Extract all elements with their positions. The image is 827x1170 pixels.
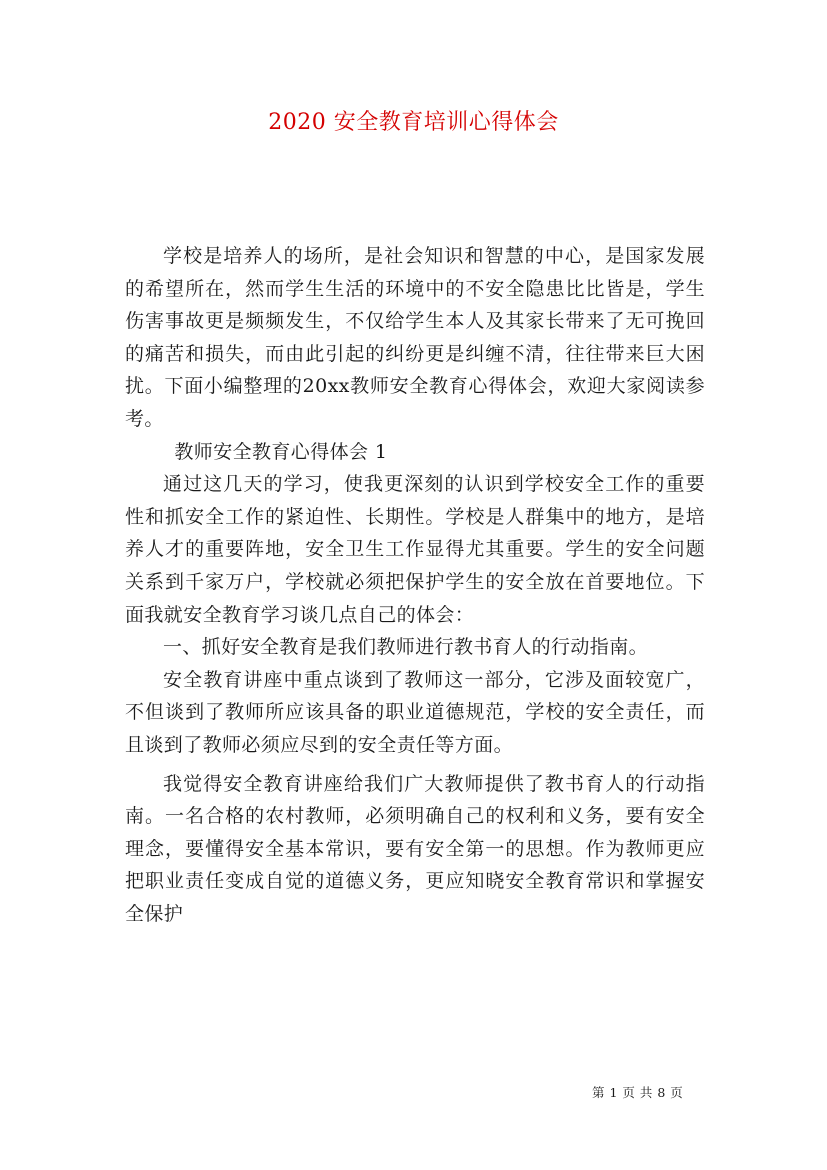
body-paragraph: 安全教育讲座中重点谈到了教师这一部分，它涉及面较宽广，不但谈到了教师所应该具备的职业道德规范，学校的安全责任，而且谈到了教师必须应尽到的安全责任等方面。 [125, 668, 705, 756]
document-body [125, 240, 705, 930]
subheading-paragraph: 一、抓好安全教育是我们教师进行教书育人的行动指南。 [163, 636, 649, 659]
document-title: 2020 安全教育培训心得体会 [268, 110, 559, 135]
page-number-footer: 第 1 页 共 8 页 [592, 1085, 684, 1100]
section-heading: 教师安全教育心得体会 1 [174, 440, 388, 463]
body-paragraph: 我觉得安全教育讲座给我们广大教师提供了教书育人的行动指南。一名合格的农村教师，必须明确自己的权利和义务，要有安全理念，要懂得安全基本常识，要有安全第一的思想。作为教师更应把职业责任变成自觉的道德义务，更应知晓安全教育常识和掌握安全保护 [125, 772, 705, 925]
body-paragraph: 通过这几天的学习，使我更深刻的认识到学校安全工作的重要性和抓安全工作的紧迫性、长期性。学校是人群集中的地方，是培养人才的重要阵地，安全卫生工作显得尤其重要。学生的安全问题关系到千家万户，学校就必须把保护学生的安全放在首要地位。下面我就安全教育学习谈几点自己的体会： [125, 473, 705, 626]
intro-paragraph: 学校是培养人的场所，是社会知识和智慧的中心，是国家发展的希望所在，然而学生生活的环境中的不安全隐患比比皆是，学生伤害事故更是频频发生，不仅给学生本人及其家长带来了无可挽回的痛苦和损失，而由此引起的纠纷更是纠缠不清，往往带来巨大困扰。下面小编整理的20xx教师安全教育心得体会，欢迎大家阅读参考。 [125, 245, 705, 430]
